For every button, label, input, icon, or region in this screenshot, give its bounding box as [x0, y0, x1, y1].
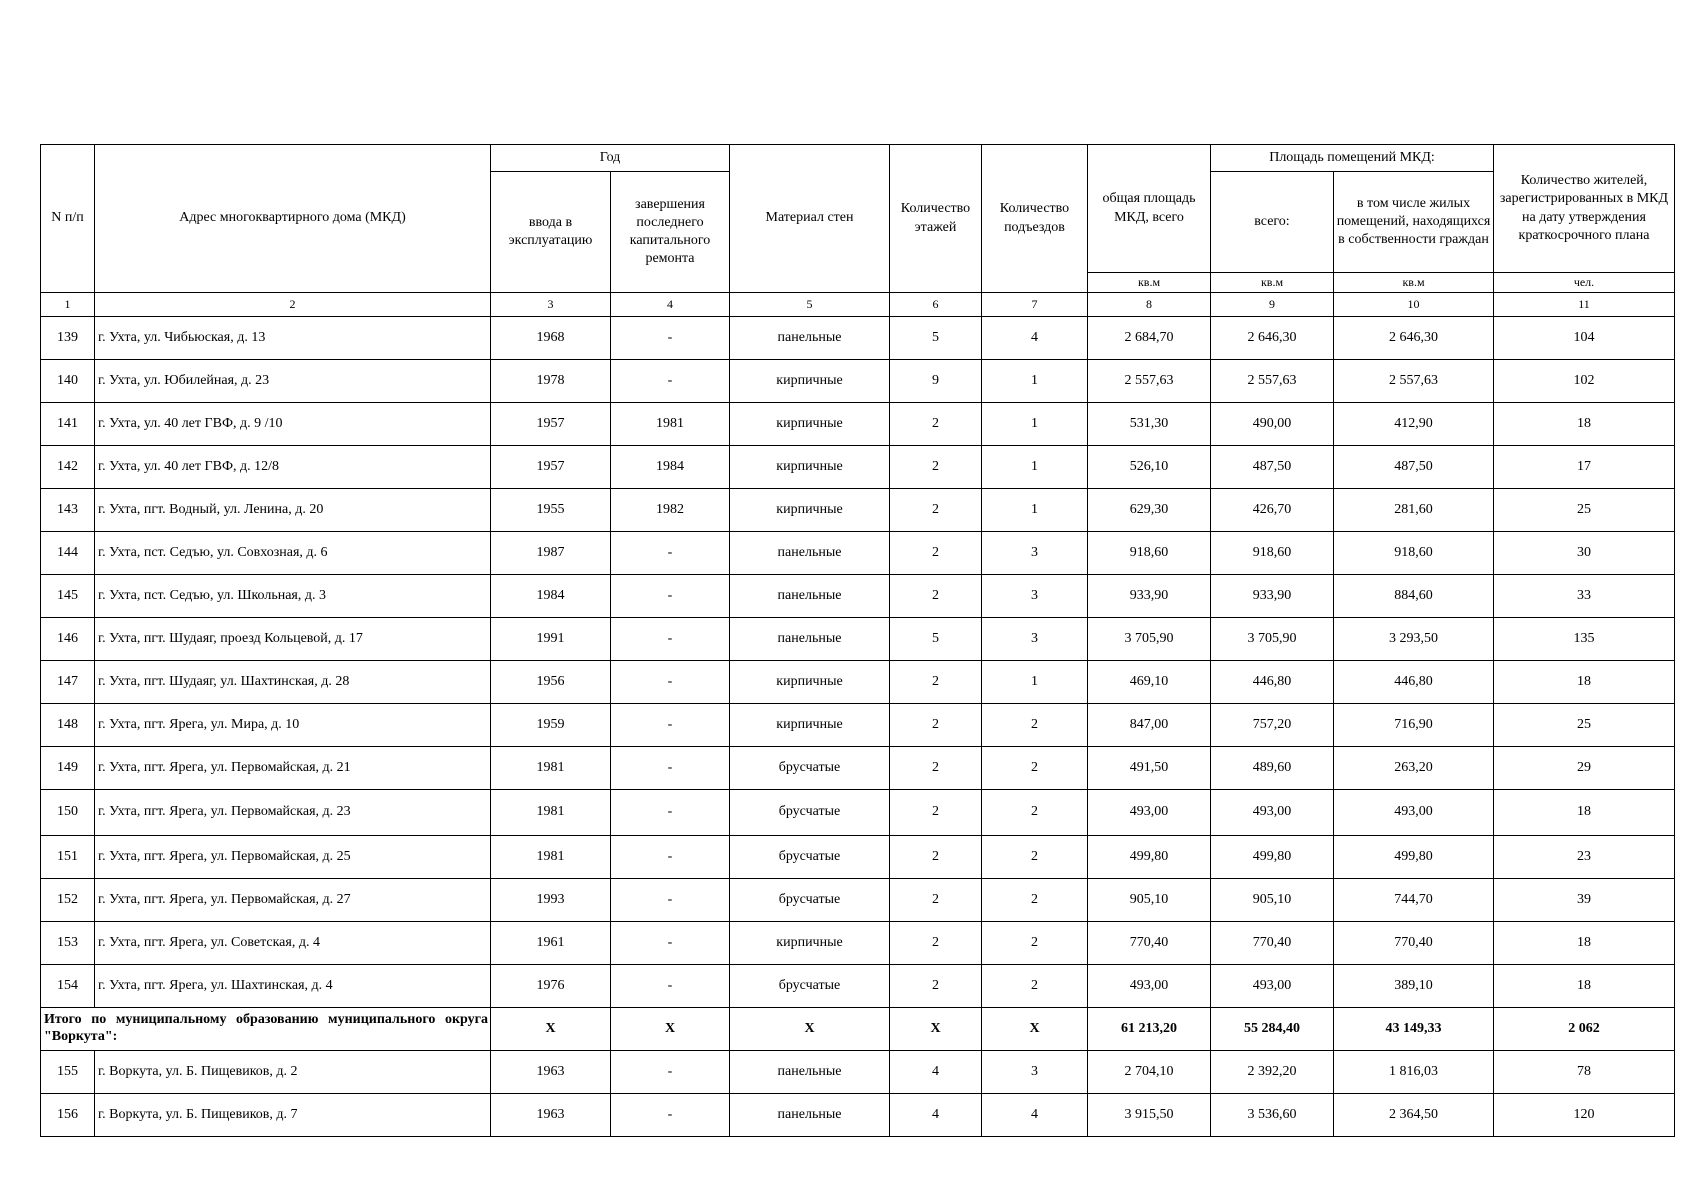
year-last-repair: -	[611, 965, 730, 1008]
residents: 104	[1494, 317, 1675, 360]
row-num: 149	[41, 747, 95, 790]
entrances: 1	[982, 403, 1088, 446]
year-last-repair: -	[611, 575, 730, 618]
total-total-area: 61 213,20	[1088, 1008, 1211, 1051]
premises-total: 446,80	[1211, 661, 1334, 704]
column-number: 9	[1211, 293, 1334, 317]
total-area: 933,90	[1088, 575, 1211, 618]
premises-owned: 1 816,03	[1334, 1051, 1494, 1094]
wall-material: кирпичные	[730, 403, 890, 446]
year-last-repair: -	[611, 747, 730, 790]
table-row	[41, 661, 1675, 704]
table-row	[41, 922, 1675, 965]
year-commissioning: 1956	[491, 661, 611, 704]
premises-owned: 744,70	[1334, 879, 1494, 922]
year-commissioning: 1959	[491, 704, 611, 747]
address: г. Ухта, ул. 40 лет ГВФ, д. 9 /10	[95, 403, 491, 446]
entrances: 1	[982, 446, 1088, 489]
total-area: 493,00	[1088, 790, 1211, 836]
wall-material: брусчатые	[730, 965, 890, 1008]
residents: 120	[1494, 1094, 1675, 1137]
year-last-repair: 1984	[611, 446, 730, 489]
address: г. Ухта, пгт. Шудаяг, проезд Кольцевой, д. 17	[95, 618, 491, 661]
year-last-repair: 1981	[611, 403, 730, 446]
address: г. Ухта, пгт. Ярега, ул. Мира, д. 10	[95, 704, 491, 747]
premises-owned: 2 364,50	[1334, 1094, 1494, 1137]
wall-material: панельные	[730, 532, 890, 575]
premises-total: 493,00	[1211, 965, 1334, 1008]
residents: 135	[1494, 618, 1675, 661]
premises-total: 426,70	[1211, 489, 1334, 532]
residents: 23	[1494, 836, 1675, 879]
entrances: 2	[982, 965, 1088, 1008]
floors: 2	[890, 747, 982, 790]
row-num: 148	[41, 704, 95, 747]
total-area: 3 915,50	[1088, 1094, 1211, 1137]
premises-total: 2 392,20	[1211, 1051, 1334, 1094]
year-commissioning: 1981	[491, 836, 611, 879]
wall-material: брусчатые	[730, 747, 890, 790]
year-last-repair: -	[611, 922, 730, 965]
row-num: 154	[41, 965, 95, 1008]
year-commissioning: 1968	[491, 317, 611, 360]
year-commissioning: 1955	[491, 489, 611, 532]
address: г. Ухта, пгт. Ярега, ул. Советская, д. 4	[95, 922, 491, 965]
row-num: 142	[41, 446, 95, 489]
year-commissioning: 1981	[491, 747, 611, 790]
wall-material: панельные	[730, 575, 890, 618]
premises-owned: 884,60	[1334, 575, 1494, 618]
table-row	[41, 879, 1675, 922]
premises-total: 933,90	[1211, 575, 1334, 618]
row-num: 152	[41, 879, 95, 922]
residents: 18	[1494, 790, 1675, 836]
entrances: 3	[982, 618, 1088, 661]
floors: 2	[890, 661, 982, 704]
address: г. Ухта, пгт. Ярега, ул. Первомайская, д. 23	[95, 790, 491, 836]
premises-total: 489,60	[1211, 747, 1334, 790]
column-number: 6	[890, 293, 982, 317]
entrances: 3	[982, 532, 1088, 575]
total-area: 918,60	[1088, 532, 1211, 575]
wall-material: кирпичные	[730, 446, 890, 489]
year-last-repair: -	[611, 1094, 730, 1137]
residents: 102	[1494, 360, 1675, 403]
premises-owned: 770,40	[1334, 922, 1494, 965]
floors: 2	[890, 532, 982, 575]
total-area: 531,30	[1088, 403, 1211, 446]
unit-total-area: кв.м	[1088, 273, 1211, 293]
address: г. Ухта, пст. Седъю, ул. Совхозная, д. 6	[95, 532, 491, 575]
column-number: 4	[611, 293, 730, 317]
entrances: 3	[982, 575, 1088, 618]
header-year: Год	[491, 145, 730, 172]
address: г. Ухта, пст. Седъю, ул. Школьная, д. 3	[95, 575, 491, 618]
premises-owned: 493,00	[1334, 790, 1494, 836]
floors: 2	[890, 575, 982, 618]
row-num: 153	[41, 922, 95, 965]
premises-total: 3 536,60	[1211, 1094, 1334, 1137]
residents: 33	[1494, 575, 1675, 618]
year-last-repair: -	[611, 661, 730, 704]
year-commissioning: 1978	[491, 360, 611, 403]
year-last-repair: -	[611, 704, 730, 747]
row-num: 139	[41, 317, 95, 360]
total-area: 2 557,63	[1088, 360, 1211, 403]
wall-material: панельные	[730, 1094, 890, 1137]
column-number: 2	[95, 293, 491, 317]
column-number: 8	[1088, 293, 1211, 317]
floors: 2	[890, 922, 982, 965]
address: г. Ухта, пгт. Ярега, ул. Первомайская, д. 27	[95, 879, 491, 922]
header-entrances: Количество подъездов	[982, 145, 1088, 293]
year-commissioning: 1961	[491, 922, 611, 965]
floors: 2	[890, 965, 982, 1008]
table-row	[41, 836, 1675, 879]
entrances: 1	[982, 489, 1088, 532]
entrances: 2	[982, 836, 1088, 879]
unit-residents: чел.	[1494, 273, 1675, 293]
floors: 2	[890, 489, 982, 532]
total-x-mark: X	[890, 1008, 982, 1051]
year-commissioning: 1963	[491, 1051, 611, 1094]
year-commissioning: 1993	[491, 879, 611, 922]
floors: 5	[890, 317, 982, 360]
year-last-repair: -	[611, 1051, 730, 1094]
premises-owned: 487,50	[1334, 446, 1494, 489]
address: г. Ухта, пгт. Ярега, ул. Шахтинская, д. 4	[95, 965, 491, 1008]
row-num: 155	[41, 1051, 95, 1094]
table-row	[41, 532, 1675, 575]
wall-material: брусчатые	[730, 836, 890, 879]
premises-total: 757,20	[1211, 704, 1334, 747]
floors: 5	[890, 618, 982, 661]
wall-material: панельные	[730, 317, 890, 360]
wall-material: кирпичные	[730, 704, 890, 747]
year-commissioning: 1957	[491, 446, 611, 489]
total-area: 499,80	[1088, 836, 1211, 879]
row-num: 150	[41, 790, 95, 836]
table-row	[41, 790, 1675, 836]
unit-premises-total: кв.м	[1211, 273, 1334, 293]
total-area: 491,50	[1088, 747, 1211, 790]
wall-material: панельные	[730, 1051, 890, 1094]
year-last-repair: -	[611, 360, 730, 403]
premises-owned: 412,90	[1334, 403, 1494, 446]
table-row	[41, 965, 1675, 1008]
premises-total: 905,10	[1211, 879, 1334, 922]
table-row	[41, 575, 1675, 618]
residents: 25	[1494, 704, 1675, 747]
column-number: 7	[982, 293, 1088, 317]
premises-total: 490,00	[1211, 403, 1334, 446]
year-commissioning: 1981	[491, 790, 611, 836]
column-number: 5	[730, 293, 890, 317]
column-number: 11	[1494, 293, 1675, 317]
table-row	[41, 618, 1675, 661]
year-commissioning: 1976	[491, 965, 611, 1008]
table-row	[41, 704, 1675, 747]
row-num: 145	[41, 575, 95, 618]
year-commissioning: 1957	[491, 403, 611, 446]
premises-total: 770,40	[1211, 922, 1334, 965]
premises-owned: 499,80	[1334, 836, 1494, 879]
unit-premises-owned: кв.м	[1334, 273, 1494, 293]
wall-material: брусчатые	[730, 790, 890, 836]
address: г. Воркута, ул. Б. Пищевиков, д. 2	[95, 1051, 491, 1094]
total-area: 770,40	[1088, 922, 1211, 965]
residents: 30	[1494, 532, 1675, 575]
premises-owned: 918,60	[1334, 532, 1494, 575]
premises-owned: 263,20	[1334, 747, 1494, 790]
total-area: 493,00	[1088, 965, 1211, 1008]
total-x-mark: X	[730, 1008, 890, 1051]
residents: 78	[1494, 1051, 1675, 1094]
total-x-mark: X	[491, 1008, 611, 1051]
table-row	[41, 403, 1675, 446]
entrances: 1	[982, 360, 1088, 403]
housing-table	[40, 144, 1675, 1137]
floors: 4	[890, 1094, 982, 1137]
wall-material: кирпичные	[730, 922, 890, 965]
entrances: 4	[982, 317, 1088, 360]
wall-material: панельные	[730, 618, 890, 661]
floors: 2	[890, 836, 982, 879]
total-area: 3 705,90	[1088, 618, 1211, 661]
residents: 18	[1494, 922, 1675, 965]
table-row	[41, 747, 1675, 790]
row-num: 140	[41, 360, 95, 403]
total-area: 2 704,10	[1088, 1051, 1211, 1094]
year-commissioning: 1987	[491, 532, 611, 575]
residents: 18	[1494, 661, 1675, 704]
residents: 25	[1494, 489, 1675, 532]
premises-owned: 2 646,30	[1334, 317, 1494, 360]
header-premises-owned: в том числе жилых помещений, находящихся в собственности граждан	[1334, 172, 1494, 273]
column-number: 3	[491, 293, 611, 317]
entrances: 2	[982, 922, 1088, 965]
total-premises-owned: 43 149,33	[1334, 1008, 1494, 1051]
premises-total: 493,00	[1211, 790, 1334, 836]
entrances: 4	[982, 1094, 1088, 1137]
entrances: 2	[982, 879, 1088, 922]
table-row	[41, 489, 1675, 532]
premises-total: 2 646,30	[1211, 317, 1334, 360]
table-row	[41, 1094, 1675, 1137]
table-row	[41, 317, 1675, 360]
address: г. Воркута, ул. Б. Пищевиков, д. 7	[95, 1094, 491, 1137]
header-floors: Количество этажей	[890, 145, 982, 293]
total-area: 629,30	[1088, 489, 1211, 532]
address: г. Ухта, пгт. Ярега, ул. Первомайская, д. 25	[95, 836, 491, 879]
floors: 2	[890, 704, 982, 747]
year-last-repair: -	[611, 532, 730, 575]
address: г. Ухта, ул. Чибьюская, д. 13	[95, 317, 491, 360]
address: г. Ухта, пгт. Ярега, ул. Первомайская, д. 21	[95, 747, 491, 790]
year-last-repair: -	[611, 879, 730, 922]
header-year-commissioning: ввода в эксплуатацию	[491, 172, 611, 293]
table-row	[41, 360, 1675, 403]
header-wall-material: Материал стен	[730, 145, 890, 293]
total-area: 2 684,70	[1088, 317, 1211, 360]
total-area: 847,00	[1088, 704, 1211, 747]
address: г. Ухта, ул. 40 лет ГВФ, д. 12/8	[95, 446, 491, 489]
residents: 18	[1494, 965, 1675, 1008]
header-total-area: общая площадь МКД, всего	[1088, 145, 1211, 273]
total-residents: 2 062	[1494, 1008, 1675, 1051]
header-address: Адрес многоквартирного дома (МКД)	[95, 145, 491, 293]
floors: 2	[890, 790, 982, 836]
year-commissioning: 1984	[491, 575, 611, 618]
year-last-repair: -	[611, 618, 730, 661]
entrances: 3	[982, 1051, 1088, 1094]
header-premises-area: Площадь помещений МКД:	[1211, 145, 1494, 172]
column-number-row	[41, 293, 1675, 317]
floors: 9	[890, 360, 982, 403]
total-area: 526,10	[1088, 446, 1211, 489]
column-number: 1	[41, 293, 95, 317]
floors: 2	[890, 446, 982, 489]
floors: 4	[890, 1051, 982, 1094]
row-num: 146	[41, 618, 95, 661]
address: г. Ухта, ул. Юбилейная, д. 23	[95, 360, 491, 403]
total-x-mark: X	[982, 1008, 1088, 1051]
total-premises-total: 55 284,40	[1211, 1008, 1334, 1051]
column-number: 10	[1334, 293, 1494, 317]
total-row	[41, 1008, 1675, 1051]
premises-owned: 3 293,50	[1334, 618, 1494, 661]
premises-total: 487,50	[1211, 446, 1334, 489]
row-num: 143	[41, 489, 95, 532]
residents: 18	[1494, 403, 1675, 446]
premises-owned: 716,90	[1334, 704, 1494, 747]
premises-owned: 446,80	[1334, 661, 1494, 704]
premises-total: 3 705,90	[1211, 618, 1334, 661]
wall-material: кирпичные	[730, 489, 890, 532]
year-last-repair: -	[611, 836, 730, 879]
header-premises-total: всего:	[1211, 172, 1334, 273]
entrances: 2	[982, 790, 1088, 836]
header-residents: Количество жителей, зарегистрированных в МКД на дату утверждения краткосрочного плана	[1494, 145, 1675, 273]
row-num: 147	[41, 661, 95, 704]
premises-owned: 2 557,63	[1334, 360, 1494, 403]
total-area: 905,10	[1088, 879, 1211, 922]
premises-total: 2 557,63	[1211, 360, 1334, 403]
residents: 17	[1494, 446, 1675, 489]
wall-material: кирпичные	[730, 360, 890, 403]
row-num: 151	[41, 836, 95, 879]
year-last-repair: -	[611, 790, 730, 836]
table-row	[41, 1051, 1675, 1094]
row-num: 141	[41, 403, 95, 446]
premises-owned: 281,60	[1334, 489, 1494, 532]
total-x-mark: X	[611, 1008, 730, 1051]
year-commissioning: 1991	[491, 618, 611, 661]
header-num: N п/п	[41, 145, 95, 293]
table-row	[41, 446, 1675, 489]
total-area: 469,10	[1088, 661, 1211, 704]
year-last-repair: -	[611, 317, 730, 360]
row-num: 156	[41, 1094, 95, 1137]
floors: 2	[890, 403, 982, 446]
entrances: 1	[982, 661, 1088, 704]
year-commissioning: 1963	[491, 1094, 611, 1137]
wall-material: брусчатые	[730, 879, 890, 922]
residents: 39	[1494, 879, 1675, 922]
row-num: 144	[41, 532, 95, 575]
premises-total: 499,80	[1211, 836, 1334, 879]
entrances: 2	[982, 747, 1088, 790]
residents: 29	[1494, 747, 1675, 790]
wall-material: кирпичные	[730, 661, 890, 704]
premises-total: 918,60	[1211, 532, 1334, 575]
total-label: Итого по муниципальному образованию муниципального округа "Воркута":	[41, 1008, 491, 1051]
address: г. Ухта, пгт. Водный, ул. Ленина, д. 20	[95, 489, 491, 532]
floors: 2	[890, 879, 982, 922]
address: г. Ухта, пгт. Шудаяг, ул. Шахтинская, д. 28	[95, 661, 491, 704]
year-last-repair: 1982	[611, 489, 730, 532]
header-year-last-repair: завершения последнего капитального ремонта	[611, 172, 730, 293]
premises-owned: 389,10	[1334, 965, 1494, 1008]
entrances: 2	[982, 704, 1088, 747]
